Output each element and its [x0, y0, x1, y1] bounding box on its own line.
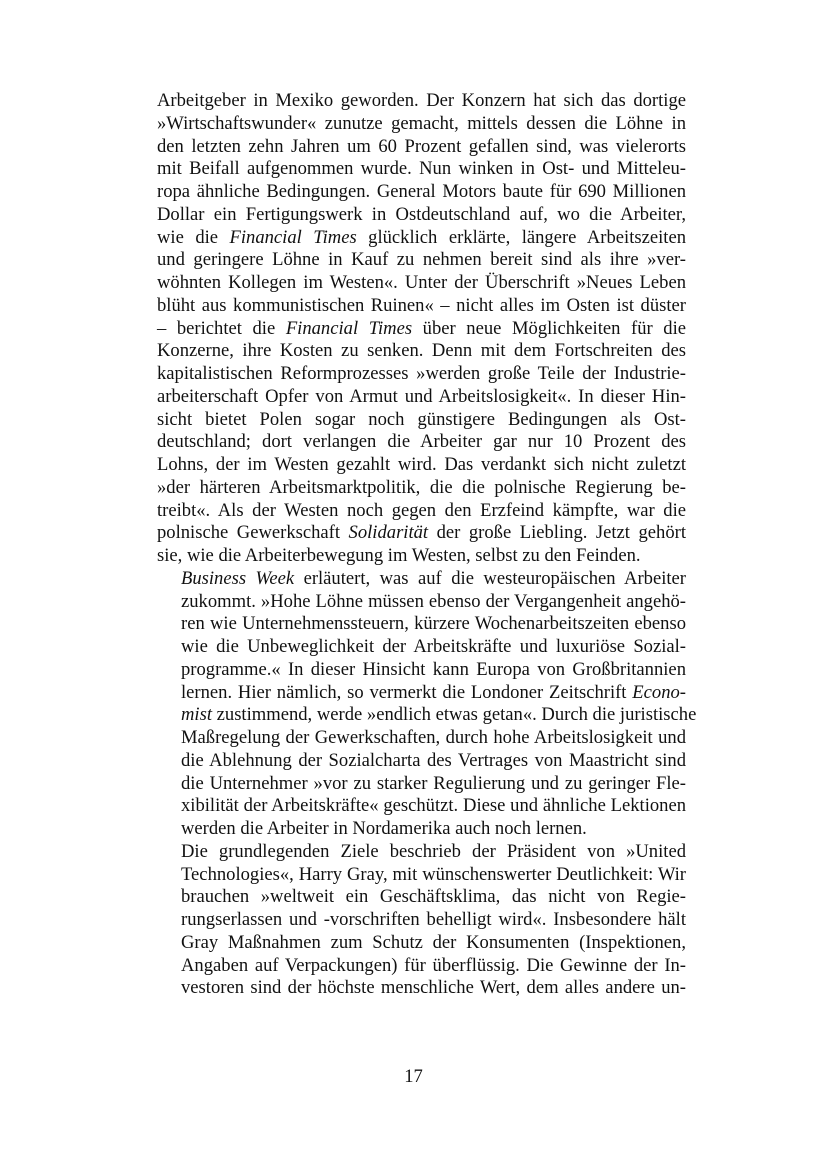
paragraph — [157, 567, 697, 841]
italic-title-text: Econo- — [632, 681, 686, 703]
text-run: Lohns, der im Westen gezahlt wird. Das verdankt sich nicht zuletzt — [157, 454, 686, 475]
text-run: – berichtet die — [157, 317, 286, 339]
text-line — [157, 249, 686, 272]
text-line — [157, 932, 686, 955]
text-run: Dollar ein Fertigungswerk in Ostdeutschland auf, wo die Arbeiter, — [157, 203, 686, 225]
text-line — [157, 500, 686, 523]
text-line — [157, 90, 686, 113]
text-run: die Unternehmer »vor zu starker Regulierung und zu geringer Fle- — [181, 772, 686, 794]
text-run: kapitalistischen Reformprozesses »werden große Teile der Industrie- — [157, 363, 686, 384]
text-line — [157, 204, 686, 227]
text-run: glücklich erklärte, längere Arbeitszeiten — [356, 226, 687, 248]
text-run: über neue Möglichkeiten für die — [412, 317, 686, 339]
text-run: der große Liebling. Jetzt gehört — [428, 522, 686, 544]
text-run: ropa ähnliche Bedingungen. General Motors baute für 690 Millionen — [157, 181, 686, 202]
text-run: sicht bietet Polen sogar noch günstigere Bedingungen als Ost- — [157, 408, 686, 430]
text-line — [157, 750, 686, 773]
text-line — [157, 727, 686, 750]
text-line — [157, 113, 686, 136]
text-line — [157, 977, 686, 1000]
text-line — [157, 909, 686, 932]
text-line — [157, 955, 686, 978]
text-line — [157, 454, 686, 477]
text-run: Technologies«, Harry Gray, mit wünschenswerter Deutlichkeit: Wir — [181, 863, 686, 885]
text-line — [157, 158, 686, 181]
text-line — [157, 636, 686, 659]
text-run: brauchen »weltweit ein Geschäftsklima, das nicht von Regie- — [181, 886, 686, 908]
text-run: xibilität der Arbeitskräfte« geschützt. Diese und ähnliche Lektionen — [181, 795, 686, 817]
text-run: vestoren sind der höchste menschliche Wert, dem alles andere un- — [181, 977, 686, 999]
paragraph — [157, 90, 686, 568]
text-line — [157, 181, 686, 204]
text-run: wie die — [157, 226, 230, 248]
text-run: »Wirtschaftswunder« zunutze gemacht, mittels dessen die Löhne in — [157, 112, 686, 134]
text-run: Maßregelung der Gewerkschaften, durch hohe Arbeitslosigkeit und — [181, 727, 686, 748]
page-number: 17 — [404, 1066, 423, 1087]
text-line — [157, 568, 686, 591]
book-page-body — [157, 90, 697, 1000]
italic-title-text: Financial Times — [285, 317, 413, 339]
text-run: zustimmend, werde »endlich etwas getan«. Durch die juristische — [212, 704, 697, 726]
text-line — [157, 431, 686, 454]
text-line — [157, 841, 686, 864]
text-run: ren wie Unternehmenssteuern, kürzere Wochenarbeitszeiten ebenso — [181, 613, 686, 635]
text-line — [157, 477, 686, 500]
text-run: treibt«. Als der Westen noch gegen den Erzfeind kämpfte, war die — [157, 499, 686, 521]
text-run: die Ablehnung der Sozialcharta des Vertrages von Maastricht sind — [181, 749, 686, 771]
text-run: programme.« In dieser Hinsicht kann Europa von Großbritannien — [181, 658, 686, 680]
text-run: rungserlassen und -vorschriften behelligt wird«. Insbesondere hält — [181, 909, 686, 930]
text-line — [157, 318, 686, 341]
italic-title-text: Solidarität — [348, 522, 429, 544]
text-run: wöhnten Kollegen im Westen«. Unter der Überschrift »Neues Leben — [157, 272, 686, 293]
text-line — [157, 659, 686, 682]
text-line — [157, 386, 686, 409]
text-line — [157, 773, 686, 796]
text-line — [157, 363, 686, 386]
text-line — [157, 864, 686, 887]
text-line — [157, 272, 686, 295]
text-line — [157, 818, 686, 841]
text-line — [157, 591, 686, 614]
text-run: Gray Maßnahmen zum Schutz der Konsumenten (Inspektionen, — [181, 931, 686, 953]
text-line — [157, 613, 686, 636]
text-run: werden die Arbeiter in Nordamerika auch noch lernen. — [181, 818, 587, 839]
text-line — [157, 795, 686, 818]
text-run: Die grundlegenden Ziele beschrieb der Präsident von »United — [181, 840, 686, 862]
text-run: und geringere Löhne in Kauf zu nehmen bereit sind als ihre »ver- — [157, 249, 686, 271]
text-run: polnische Gewerkschaft — [157, 522, 349, 544]
text-run: erläutert, was auf die westeuropäischen Arbeiter — [294, 567, 686, 589]
text-run: »der härteren Arbeitsmarktpolitik, die die polnische Regierung be- — [157, 476, 686, 498]
text-run: Konzerne, ihre Kosten zu senken. Denn mit dem Fortschreiten des — [157, 340, 686, 362]
text-run: mit Beifall aufgenommen wurde. Nun winken in Ost- und Mitteleu- — [157, 158, 686, 180]
text-run: arbeiterschaft Opfer von Armut und Arbeitslosigkeit«. In dieser Hin- — [157, 385, 686, 407]
text-run: blüht aus kommunistischen Ruinen« – nicht alles im Osten ist düster — [157, 294, 686, 316]
italic-title-text: Financial Times — [229, 226, 357, 248]
text-line — [157, 409, 686, 432]
text-line — [157, 136, 686, 159]
text-line — [157, 682, 686, 705]
text-line — [157, 704, 697, 727]
text-line — [157, 227, 686, 250]
italic-title-text: mist — [181, 704, 212, 726]
text-line — [157, 522, 686, 545]
text-line — [157, 545, 686, 568]
text-run: zukommt. »Hohe Löhne müssen ebenso der Vergangenheit angehö- — [181, 590, 686, 612]
text-run: deutschland; dort verlangen die Arbeiter gar nur 10 Prozent des — [157, 431, 686, 453]
paragraph — [157, 841, 686, 1000]
text-run: Arbeitgeber in Mexiko geworden. Der Konzern hat sich das dortige — [157, 90, 686, 111]
text-run: wie die Unbeweglichkeit der Arbeitskräfte und luxuriöse Sozial- — [181, 636, 686, 657]
text-run: Angaben auf Verpackungen) für überflüssig. Die Gewinne der In- — [181, 954, 686, 976]
text-line — [157, 295, 686, 318]
text-run: lernen. Hier nämlich, so vermerkt die Londoner Zeitschrift — [181, 681, 633, 703]
italic-title-text: Business Week — [181, 567, 295, 589]
text-run: den letzten zehn Jahren um 60 Prozent gefallen sind, was vielerorts — [157, 135, 686, 157]
text-line — [157, 340, 686, 363]
text-run: sie, wie die Arbeiterbewegung im Westen, selbst zu den Feinden. — [157, 545, 641, 566]
text-line — [157, 886, 686, 909]
